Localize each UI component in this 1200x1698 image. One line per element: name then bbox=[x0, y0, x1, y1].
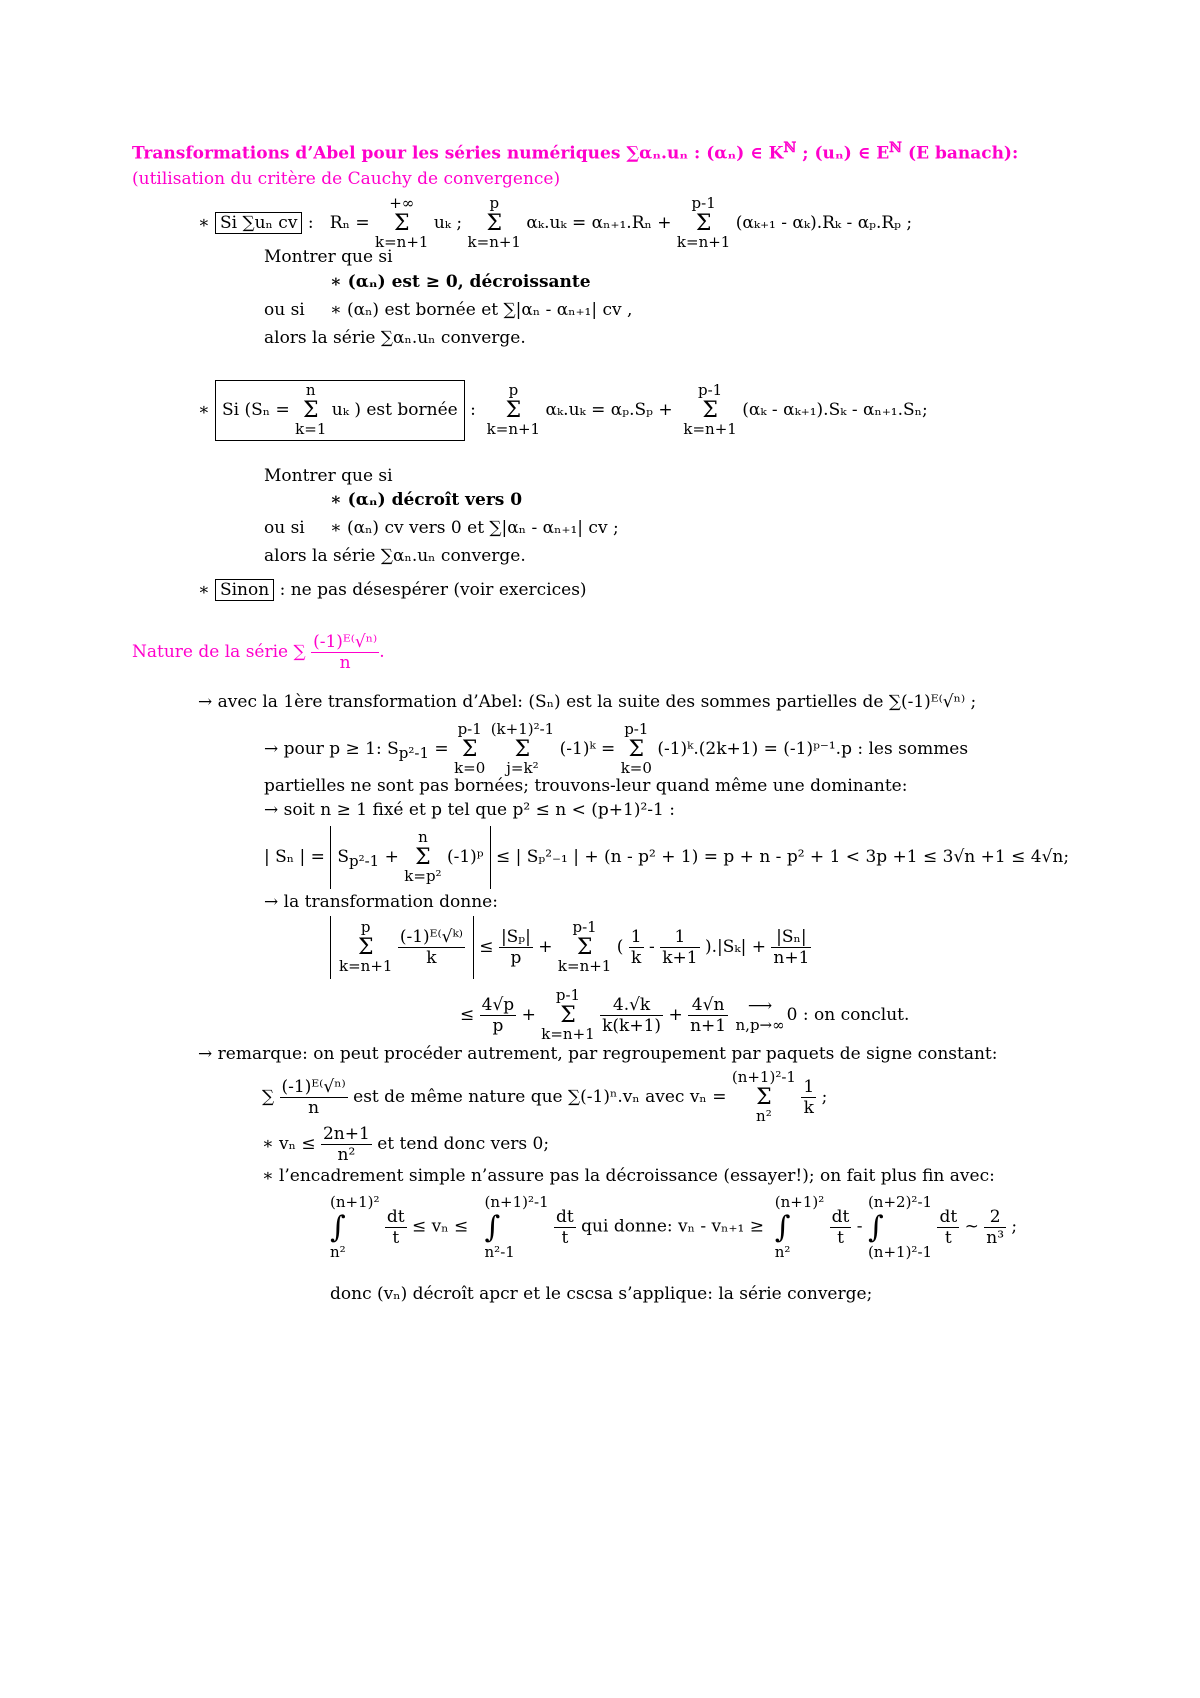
part2-box: Si (Sₙ = n Σ k=1 uₖ ) est bornée bbox=[215, 380, 465, 441]
line-7: p Σ k=n+1 $\frac{\text{(-1)ᴱ⁽√ᵏ⁾}}{k}$ ≤ $\frac{\text{|Sₚ|}}{p}$ + p-1 Σ k=n+1 ( $\frac{1}{k}$ - $\frac{1}{k+1}$ ).|Sₖ| + $\frac{\text{|Sₙ|}}{n+1}$ bbox=[330, 916, 811, 979]
title-eN: ℕ bbox=[889, 140, 903, 156]
subtitle: (utilisation du critère de Cauchy de convergence) bbox=[132, 169, 561, 189]
line-1: → avec la 1ère transformation d’Abel: (Sₙ) est la suite des sommes partielles de ∑(-1)ᴱ⁽√ⁿ⁾ ; bbox=[198, 692, 977, 712]
sum-symbol: p-1 Σ k=n+1 bbox=[676, 194, 731, 251]
part1-formula bbox=[198, 196, 912, 251]
sinon-text: : ne pas désespérer (voir exercices) bbox=[279, 580, 587, 600]
cond1-2: ∗ (αₙ) décroît vers 0 bbox=[330, 490, 523, 510]
mid-text: αₖ.uₖ = αₚ.Sₚ + bbox=[545, 399, 673, 420]
line-9: → remarque: on peut procéder autrement, par regroupement par paquets de signe constant: bbox=[198, 1044, 998, 1064]
nature-title: Nature de la série ∑ $\frac{\text{(-1)ᴱ⁽√ⁿ⁾}}{n}$ . bbox=[132, 632, 385, 673]
end-text: (αₖ₊₁ - αₖ).Rₖ - αₚ.Rₚ ; bbox=[735, 212, 913, 233]
ousi-2: ou si bbox=[264, 518, 305, 538]
sum-symbol: +∞ Σ k=n+1 bbox=[375, 194, 429, 251]
line-5: | Sₙ | = $S_{p^2-1}$ + n Σ k=p² (-1)ᵖ ≤ | Sₚ²₋₁ | + (n - p² + 1) = p + n - p² + 1 < 3p +1 ≤ 3√n +1 ≤ 4√n; bbox=[264, 826, 1069, 889]
line-3: partielles ne sont pas bornées; trouvons-leur quand même une dominante: bbox=[264, 776, 908, 796]
rn-label: Rₙ = bbox=[329, 212, 370, 233]
line-2: → pour p ≥ 1: $S_{p^2-1}$ = p-1 Σ k=0 (k+1)²-1 Σ j=k² (-1)ᵏ = p-1 Σ k=0 (-1)ᵏ.(2k+1) = (-1)ᵖ⁻¹.p : les sommes bbox=[264, 720, 969, 777]
line-12: ∗ l’encadrement simple n’assure pas la décroissance (essayer!); on fait plus fin avec: bbox=[262, 1166, 995, 1186]
sum-symbol: p-1 Σ k=n+1 bbox=[683, 381, 737, 438]
colon: : bbox=[470, 399, 476, 420]
cond2-2: ∗ (αₙ) cv vers 0 et ∑|αₙ - αₙ₊₁| cv ; bbox=[330, 518, 619, 538]
sinon-line: ∗ Sinon : ne pas désespérer (voir exercices) bbox=[198, 580, 587, 600]
line-11: ∗ vₙ ≤ $\frac{2n+1}{\text{n²}}$ et tend donc vers 0; bbox=[262, 1124, 550, 1165]
mid-text: αₖ.uₖ = αₙ₊₁.Rₙ + bbox=[526, 212, 672, 233]
sinon-box: Sinon bbox=[215, 579, 274, 601]
sum-symbol: p Σ k=n+1 bbox=[486, 381, 541, 438]
sum-symbol: p Σ k=n+1 bbox=[467, 194, 521, 251]
line-6: → la transformation donne: bbox=[264, 892, 498, 912]
title-kN: ℕ bbox=[783, 140, 797, 156]
ousi-1: ou si bbox=[264, 300, 305, 320]
bullet: ∗ bbox=[198, 212, 210, 233]
line-13: (n+1)² ∫ n² $\frac{dt}{t}$ ≤ vₙ ≤ (n+1)²-1 ∫ n²-1 $\frac{dt}{t}$ qui donne: vₙ - vₙ₊₁ ≥ (n+1)² ∫ n² $\frac{dt}{t}$ - (n+2)²-1 ∫ (n+1)²-1 $\frac{dt}{t}$ ~ $\frac{2}{\text{n³}}$ ; bbox=[330, 1193, 1018, 1261]
line-14: donc (vₙ) décroît apcr et le cscsa s’applique: la série converge; bbox=[330, 1284, 873, 1304]
bullet: ∗ bbox=[198, 399, 210, 420]
alors-2: alors la série ∑αₙ.uₙ converge. bbox=[264, 546, 526, 566]
montrer-2: Montrer que si bbox=[264, 466, 393, 486]
line-4: → soit n ≥ 1 fixé et p tel que p² ≤ n < (p+1)²-1 : bbox=[264, 800, 675, 820]
part1-box: Si ∑uₙ cv bbox=[215, 212, 302, 234]
alors-1: alors la série ∑αₙ.uₙ converge. bbox=[264, 328, 526, 348]
colon: : bbox=[307, 212, 314, 233]
cond1-1: ∗ (αₙ) est ≥ 0, décroissante bbox=[330, 272, 591, 292]
title-main: Transformations d’Abel pour les séries numériques ∑αₙ.uₙ : (αₙ) ∈ K bbox=[132, 143, 784, 164]
title-mid: ; (uₙ) ∈ E bbox=[796, 143, 890, 164]
line-8: ≤ $\frac{4√p}{p}$ + p-1 Σ k=n+1 $\frac{4.√k}{k(k+1)}$ + $\frac{4√n}{n+1}$ ⟶ n,p→∞ 0 : on conclut. bbox=[460, 986, 910, 1043]
end-text: (αₖ - αₖ₊₁).Sₖ - αₙ₊₁.Sₙ; bbox=[742, 399, 928, 420]
line-10: ∑ $\frac{\text{(-1)ᴱ⁽√ⁿ⁾}}{n}$ est de même nature que ∑(-1)ⁿ.vₙ avec vₙ = (n+1)²-1 Σ n² $\frac{1}{k}$ ; bbox=[262, 1068, 828, 1125]
title-end: (E banach): bbox=[902, 143, 1019, 164]
part2-formula bbox=[198, 380, 928, 441]
montrer-1: Montrer que si bbox=[264, 247, 393, 267]
title-line bbox=[132, 140, 1018, 164]
cond2-1: ∗ (αₙ) est bornée et ∑|αₙ - αₙ₊₁| cv , bbox=[330, 300, 633, 320]
uk-text: uₖ ; bbox=[433, 212, 463, 233]
